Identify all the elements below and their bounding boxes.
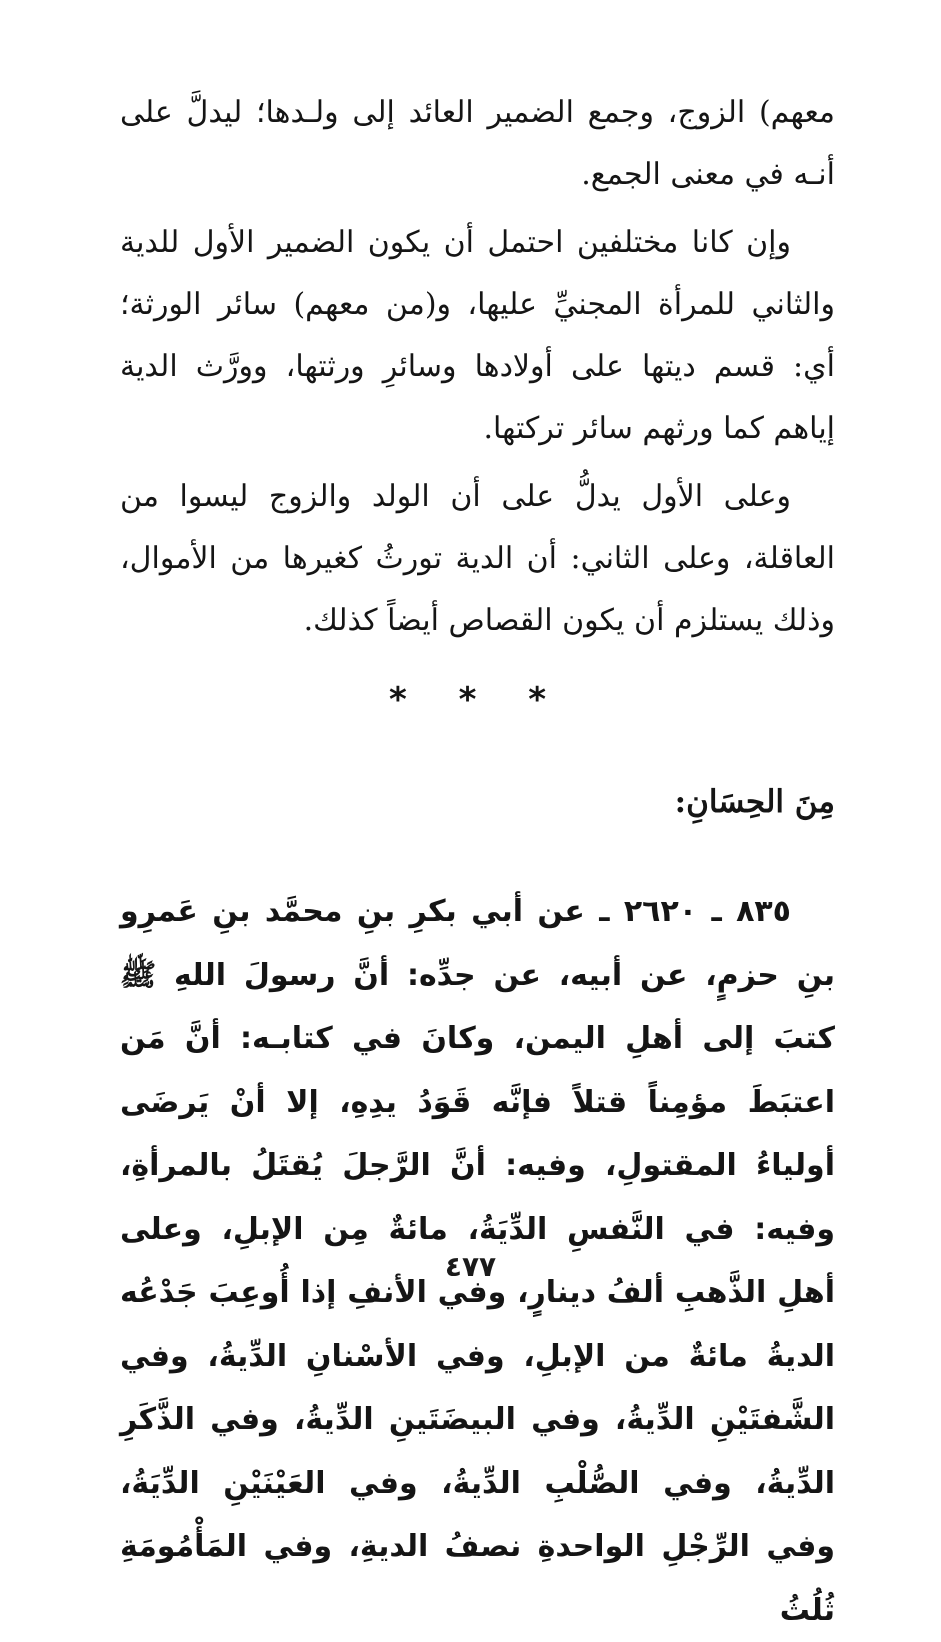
section-separator: * * *: [388, 680, 566, 720]
commentary-paragraph-1: معهم) الزوج، وجمع الضمير العائد إلى ولـدها؛ ليدلَّ على أنـه في معنى الجمع.: [120, 95, 835, 192]
book-page: [120, 82, 835, 1628]
commentary-paragraph-2: وإن كانا مختلفين احتمل أن يكون الضمير الأول للدية والثاني للمرأة المجنيِّ عليها، و(من معهم) سائر الورثة؛ أي: قسم ديتها على أولادها وسائرِ ورثتها، وورَّث الدية إياهم كما ورثهم سائر تركتها.: [120, 225, 835, 446]
section-heading: مِنَ الحِسَانِ:: [674, 784, 835, 820]
page-number: ٤٧٧: [444, 1250, 497, 1283]
commentary-paragraph-3: وعلى الأول يدلُّ على أن الولد والزوج ليسوا من العاقلة، وعلى الثاني: أن الدية تورثُ كغيرها من الأموال، وذلك يستلزم أن يكون القصاص أيضاً كذلك.: [120, 479, 835, 638]
hadith-text: ٨٣٥ ـ ٢٦٢٠ ـ عن أبي بكرِ بنِ محمَّد بنِ عَمرِو بنِ حزمٍ، عن أبيه، عن جدِّه: أنَّ رسولَ اللهِ ﷺ كتبَ إلى أهلِ اليمن، وكانَ في كتابـه: أنَّ مَن اعتبَطَ مؤمِناً قتلاً فإنَّه قَوَدُ يدِهِ، إلا أنْ يَرضَى أولياءُ المقتولِ، وفيه: أنَّ الرَّجلَ يُقتَلُ بالمرأةِ، وفيه: في النَّفسِ الدِّيَةُ، مائةٌ مِن الإبلِ، وعلى أهلِ الذَّهبِ ألفُ دينارٍ، وفي الأنفِ إذا أُوعِبَ جَدْعُه الديةُ مائةٌ من الإبلِ، وفي الأسْنانِ الدِّيةُ، وفي الشَّفتَيْنِ الدِّيةُ، وفي البيضَتَينِ الدِّيةُ، وفي الذَّكَرِ الدِّيةُ، وفي الصُّلْبِ الدِّيةُ، وفي العَيْنَيْنِ الدِّيَةُ، وفي الرِّجْلِ الواحدةِ نصفُ الديةِ، وفي المَأْمُومَةِ ثُلُثُ: [120, 894, 835, 1628]
